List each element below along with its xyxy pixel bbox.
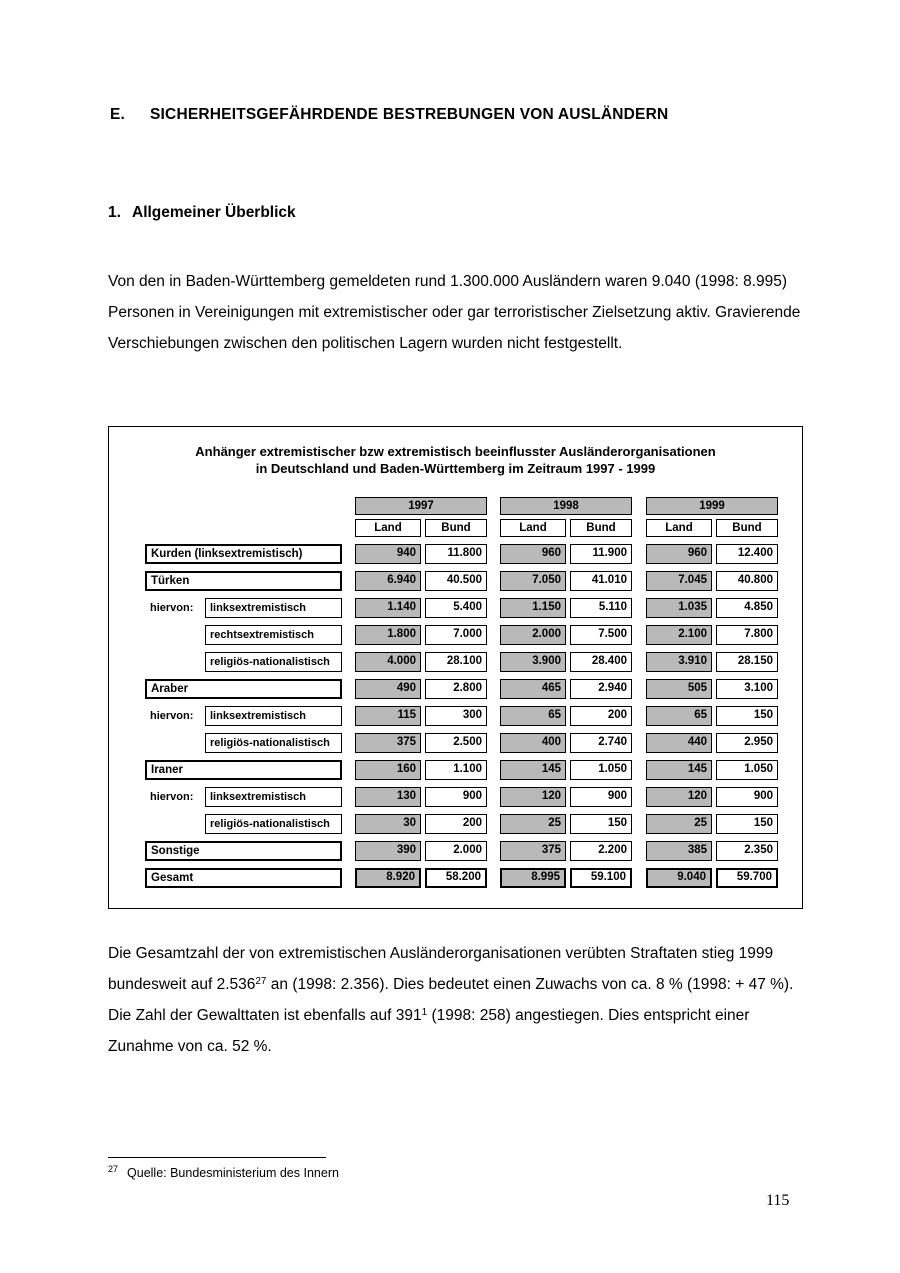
col-header-land: Land — [355, 519, 421, 537]
cell-1997-bund: 200 — [425, 814, 487, 834]
row-label: Araber — [145, 679, 342, 699]
cell-1998-bund: 150 — [570, 814, 632, 834]
cell-1999-bund: 12.400 — [716, 544, 778, 564]
table-title — [109, 443, 802, 477]
col-header-land: Land — [646, 519, 712, 537]
cell-1997-bund: 11.800 — [425, 544, 487, 564]
cell-1999-land: 3.910 — [646, 652, 712, 672]
cell-1998-land: 2.000 — [500, 625, 566, 645]
col-header-bund: Bund — [716, 519, 778, 537]
chapter-title: SICHERHEITSGEFÄHRDENDE BESTREBUNGEN VON AUSLÄNDERN — [150, 106, 669, 123]
cell-1999-bund: 4.850 — [716, 598, 778, 618]
cell-1999-bund: 150 — [716, 706, 778, 726]
cell-1997-bund: 900 — [425, 787, 487, 807]
table-row — [145, 841, 802, 861]
chapter-letter: E. — [110, 106, 126, 123]
cell-1997-bund: 2.800 — [425, 679, 487, 699]
cell-1998-bund: 900 — [570, 787, 632, 807]
cell-1998-land: 465 — [500, 679, 566, 699]
row-label: linksextremistisch — [205, 598, 342, 618]
cell-1998-land: 960 — [500, 544, 566, 564]
cell-1997-land: 130 — [355, 787, 421, 807]
footnote-divider — [108, 1157, 326, 1158]
cell-1999-land: 9.040 — [646, 868, 712, 888]
cell-1998-bund: 2.940 — [570, 679, 632, 699]
row-label: rechtsextremistisch — [205, 625, 342, 645]
table-title-line2: in Deutschland und Baden-Württemberg im Zeitraum 1997 - 1999 — [255, 461, 656, 476]
row-label: religiös-nationalistisch — [205, 733, 342, 753]
cell-1997-land: 490 — [355, 679, 421, 699]
row-label: linksextremistisch — [205, 787, 342, 807]
cell-1999-land: 440 — [646, 733, 712, 753]
cell-1997-bund: 5.400 — [425, 598, 487, 618]
footnote — [108, 1163, 339, 1180]
cell-1999-bund: 900 — [716, 787, 778, 807]
table-row-total — [145, 868, 802, 888]
row-label: linksextremistisch — [205, 706, 342, 726]
cell-1997-bund: 7.000 — [425, 625, 487, 645]
cell-1999-bund: 59.700 — [716, 868, 778, 888]
table-row — [145, 571, 802, 591]
row-prefix: hiervon: — [150, 791, 194, 803]
cell-1998-land: 25 — [500, 814, 566, 834]
cell-1997-bund: 300 — [425, 706, 487, 726]
cell-1997-land: 160 — [355, 760, 421, 780]
paragraph-2-text: an (1998: 2.356). Dies bedeutet einen Zuwachs von ca. 8 % (1998: + 47 %). Die Zahl der Gewalttaten ist ebenfalls auf 391 — [108, 976, 794, 1024]
cell-1998-bund: 2.200 — [570, 841, 632, 861]
row-label: Iraner — [145, 760, 342, 780]
cell-1999-land: 145 — [646, 760, 712, 780]
table-row — [145, 733, 802, 753]
cell-1997-bund: 28.100 — [425, 652, 487, 672]
cell-1998-land: 145 — [500, 760, 566, 780]
paragraph-1: Von den in Baden-Württemberg gemeldeten rund 1.300.000 Ausländern waren 9.040 (1998: 8.995) Personen in Vereinigungen mit extremistischer oder gar terroristischer Zielsetzung aktiv. Gravierende Verschiebungen zwischen den politischen Lagern wurden nicht festgestellt. — [108, 273, 801, 352]
cell-1998-bund: 41.010 — [570, 571, 632, 591]
section-title: Allgemeiner Überblick — [132, 204, 296, 221]
table-row — [145, 679, 802, 699]
cell-1998-land: 120 — [500, 787, 566, 807]
col-header-bund: Bund — [570, 519, 632, 537]
column-header-row — [145, 519, 802, 537]
cell-1999-land: 385 — [646, 841, 712, 861]
cell-1999-land: 65 — [646, 706, 712, 726]
chapter-heading — [110, 106, 668, 124]
cell-1997-land: 6.940 — [355, 571, 421, 591]
cell-1999-bund: 3.100 — [716, 679, 778, 699]
cell-1997-land: 115 — [355, 706, 421, 726]
cell-1998-land: 8.995 — [500, 868, 566, 888]
year-header-1997: 1997 — [355, 497, 487, 515]
cell-1999-land: 1.035 — [646, 598, 712, 618]
year-header-row — [145, 497, 802, 515]
cell-1997-land: 390 — [355, 841, 421, 861]
section-heading — [108, 204, 296, 222]
cell-1998-bund: 7.500 — [570, 625, 632, 645]
footnote-text: Quelle: Bundesministerium des Innern — [127, 1166, 339, 1180]
cell-1997-land: 940 — [355, 544, 421, 564]
cell-1997-bund: 58.200 — [425, 868, 487, 888]
cell-1999-land: 7.045 — [646, 571, 712, 591]
row-prefix: hiervon: — [150, 710, 194, 722]
row-label: Sonstige — [145, 841, 342, 861]
cell-1997-land: 1.800 — [355, 625, 421, 645]
cell-1998-bund: 28.400 — [570, 652, 632, 672]
cell-1997-land: 8.920 — [355, 868, 421, 888]
paragraph-2-text: Die Gesamtzahl der von extremistischen Ausländerorganisationen verübten Straftaten stieg 1999 bundesweit auf 2.536 — [108, 945, 774, 993]
row-label: Gesamt — [145, 868, 342, 888]
table-row — [145, 625, 802, 645]
table-row — [145, 598, 802, 618]
section-number: 1. — [108, 204, 121, 221]
cell-1999-bund: 1.050 — [716, 760, 778, 780]
cell-1999-bund: 2.950 — [716, 733, 778, 753]
cell-1998-land: 1.150 — [500, 598, 566, 618]
cell-1997-land: 30 — [355, 814, 421, 834]
col-header-land: Land — [500, 519, 566, 537]
cell-1998-bund: 5.110 — [570, 598, 632, 618]
cell-1998-bund: 1.050 — [570, 760, 632, 780]
cell-1999-land: 960 — [646, 544, 712, 564]
paragraph-2 — [108, 938, 802, 1062]
row-prefix: hiervon: — [150, 602, 194, 614]
cell-1999-land: 505 — [646, 679, 712, 699]
table-row — [145, 760, 802, 780]
cell-1998-bund: 2.740 — [570, 733, 632, 753]
cell-1997-land: 375 — [355, 733, 421, 753]
table-row — [145, 706, 802, 726]
year-header-1999: 1999 — [646, 497, 778, 515]
row-label: Kurden (linksextremistisch) — [145, 544, 342, 564]
year-header-1998: 1998 — [500, 497, 632, 515]
cell-1997-land: 1.140 — [355, 598, 421, 618]
cell-1998-land: 375 — [500, 841, 566, 861]
cell-1997-bund: 2.000 — [425, 841, 487, 861]
cell-1997-land: 4.000 — [355, 652, 421, 672]
col-header-bund: Bund — [425, 519, 487, 537]
statistics-table — [108, 426, 803, 909]
cell-1998-bund: 59.100 — [570, 868, 632, 888]
cell-1998-land: 3.900 — [500, 652, 566, 672]
table-row — [145, 544, 802, 564]
table-row — [145, 814, 802, 834]
page-number: 115 — [766, 1192, 790, 1209]
cell-1999-bund: 40.800 — [716, 571, 778, 591]
cell-1998-bund: 11.900 — [570, 544, 632, 564]
cell-1998-bund: 200 — [570, 706, 632, 726]
table-row — [145, 652, 802, 672]
cell-1999-land: 2.100 — [646, 625, 712, 645]
footnote-reference-1: 1 — [421, 1006, 428, 1018]
cell-1997-bund: 1.100 — [425, 760, 487, 780]
row-label: religiös-nationalistisch — [205, 814, 342, 834]
cell-1998-land: 65 — [500, 706, 566, 726]
cell-1998-land: 7.050 — [500, 571, 566, 591]
cell-1999-bund: 28.150 — [716, 652, 778, 672]
cell-1997-bund: 2.500 — [425, 733, 487, 753]
cell-1999-bund: 7.800 — [716, 625, 778, 645]
table-row — [145, 787, 802, 807]
row-label: religiös-nationalistisch — [205, 652, 342, 672]
cell-1999-land: 25 — [646, 814, 712, 834]
cell-1998-land: 400 — [500, 733, 566, 753]
table-title-line1: Anhänger extremistischer bzw extremistisch beeinflusster Ausländerorganisationen — [195, 444, 716, 459]
cell-1999-bund: 150 — [716, 814, 778, 834]
footnote-reference-27: 27 — [255, 975, 267, 987]
footnote-number: 27 — [108, 1163, 119, 1174]
cell-1997-bund: 40.500 — [425, 571, 487, 591]
row-label: Türken — [145, 571, 342, 591]
paragraph-2-text: (1998: 258) angestiegen. Dies entspricht einer Zunahme von ca. 52 %. — [108, 1007, 750, 1055]
cell-1999-bund: 2.350 — [716, 841, 778, 861]
cell-1999-land: 120 — [646, 787, 712, 807]
